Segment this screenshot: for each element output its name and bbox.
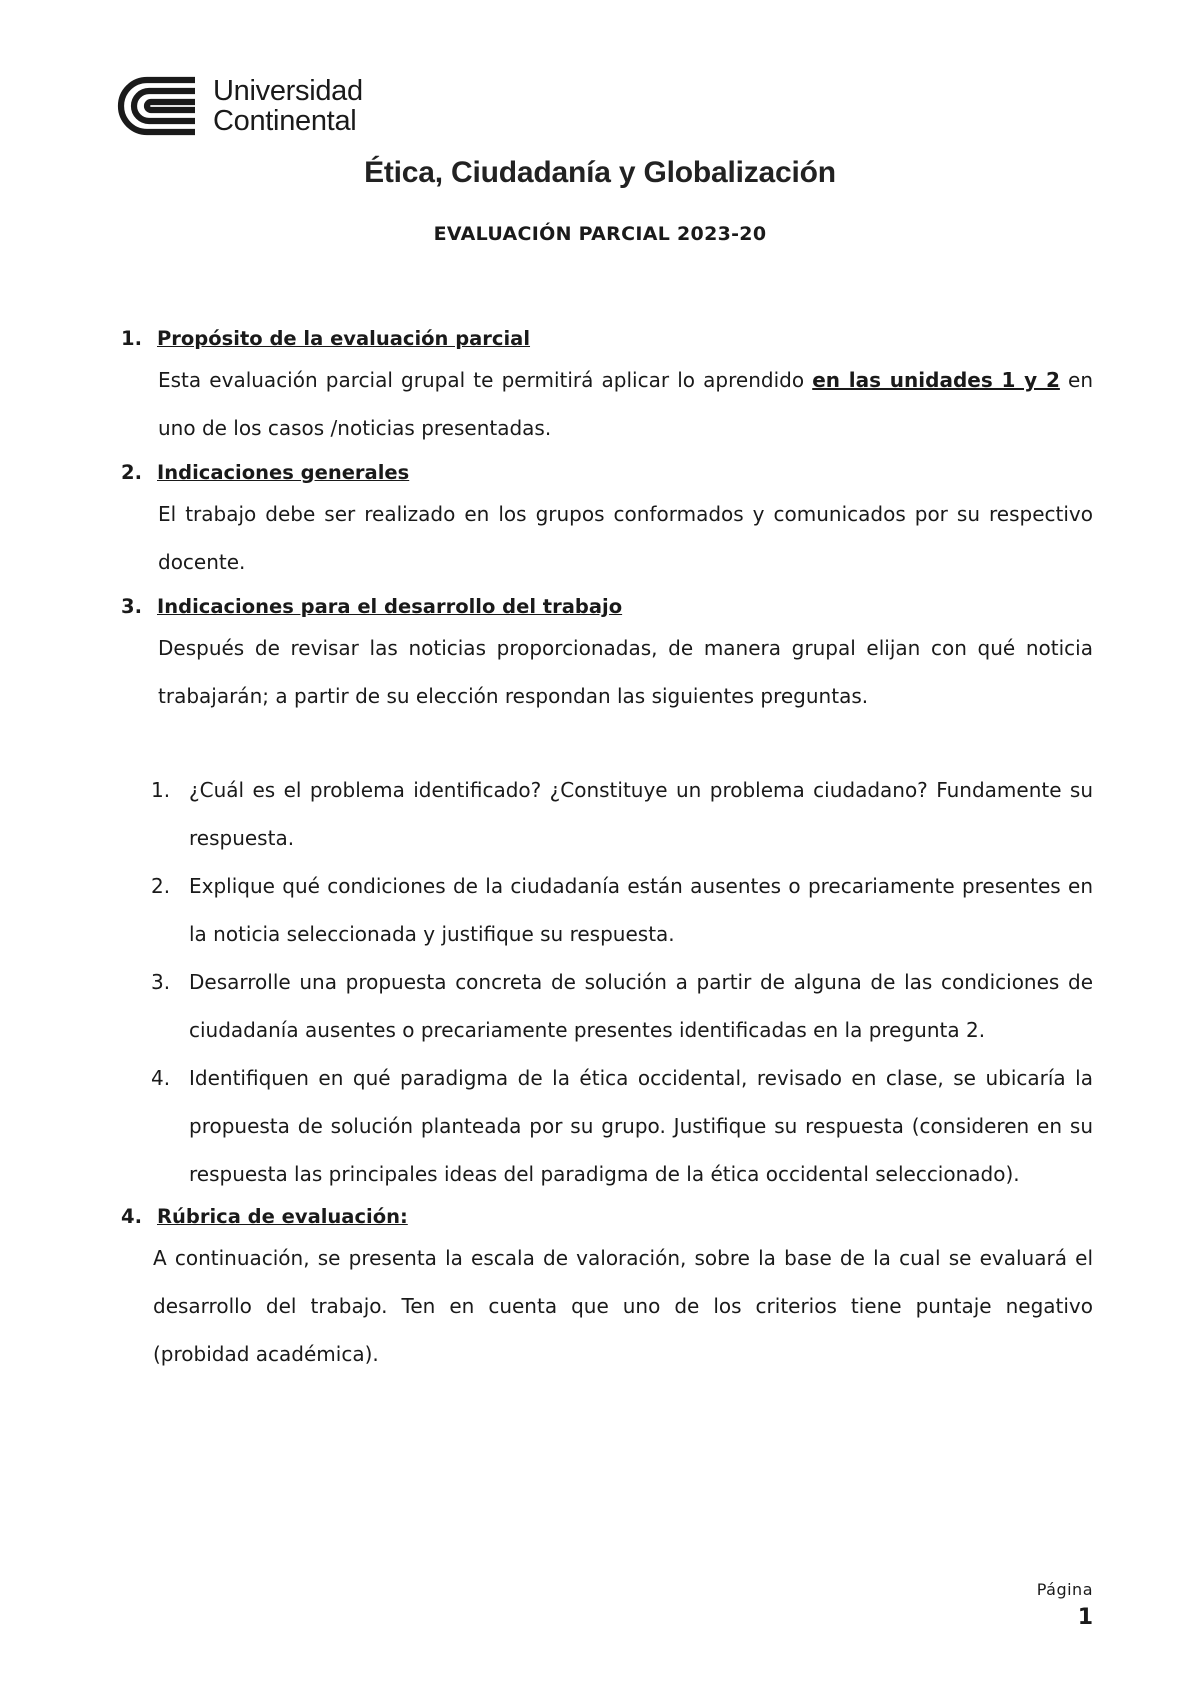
question-number: 2. [151, 874, 171, 898]
emphasized-units: en las unidades 1 y 2 [812, 368, 1060, 392]
section-heading-purpose [121, 322, 1093, 356]
university-name-line1: Universidad [213, 75, 363, 107]
exam-title: EVALUACIÓN PARCIAL 2023-20 [433, 223, 767, 245]
question-text: Desarrolle una propuesta concreta de solución a partir de alguna de las condiciones de ciudadanía ausentes o precariamente presentes identificadas en la pregunta 2. [189, 970, 1093, 1042]
university-name [213, 76, 363, 136]
question-item [121, 766, 1093, 862]
university-emblem-icon [117, 75, 199, 137]
question-item [121, 1054, 1093, 1198]
section-heading-general [121, 456, 1093, 490]
page-number: 1 [1077, 1605, 1093, 1630]
section-number: 3. [121, 595, 142, 618]
paragraph-text: Esta evaluación parcial grupal te permitirá aplicar lo aprendido [158, 368, 813, 392]
university-name-line2: Continental [213, 105, 357, 137]
question-number: 1. [151, 778, 171, 802]
section-title: Indicaciones para el desarrollo del trabajo [157, 595, 623, 618]
section-paragraph-rubric: A continuación, se presenta la escala de valoración, sobre la base de la cual se evaluará el desarrollo del trabajo. Ten en cuenta que uno de los criterios tiene puntaje negativo (probidad académica). [153, 1246, 1093, 1366]
section-number: 4. [121, 1205, 142, 1228]
question-text: Identifiquen en qué paradigma de la ética occidental, revisado en clase, se ubicaría la propuesta de solución planteada por su grupo. Justifique su respuesta (consideren en su respuesta las principales ideas del paradigma de la ética occidental seleccionado). [189, 1066, 1093, 1186]
university-logo [117, 72, 401, 140]
question-item [121, 862, 1093, 958]
question-list [121, 766, 1093, 1198]
section-heading-rubric [121, 1200, 1093, 1234]
section-paragraph-development: Después de revisar las noticias proporcionadas, de manera grupal elijan con qué noticia trabajarán; a partir de su elección respondan las siguientes preguntas. [158, 636, 1093, 708]
section-number: 1. [121, 327, 142, 350]
section-paragraph-purpose [158, 356, 1093, 452]
section-title: Rúbrica de evaluación: [157, 1205, 408, 1228]
section-heading-development [121, 590, 1093, 624]
page-label: Página [1036, 1580, 1093, 1599]
section-title: Propósito de la evaluación parcial [157, 327, 531, 350]
question-number: 4. [151, 1066, 171, 1090]
section-number: 2. [121, 461, 142, 484]
question-text: ¿Cuál es el problema identificado? ¿Constituye un problema ciudadano? Fundamente su respuesta. [189, 778, 1093, 850]
question-text: Explique qué condiciones de la ciudadanía están ausentes o precariamente presentes en la noticia seleccionada y justifique su respuesta. [189, 874, 1093, 946]
question-item [121, 958, 1093, 1054]
paragraph-text: en uno de los casos /noticias presentadas. [158, 368, 1094, 440]
document-body [121, 322, 1093, 1378]
question-number: 3. [151, 970, 171, 994]
section-title: Indicaciones generales [157, 461, 410, 484]
course-title: Ética, Ciudadanía y Globalización [364, 156, 836, 189]
section-paragraph-general: El trabajo debe ser realizado en los grupos conformados y comunicados por su respectivo docente. [158, 502, 1093, 574]
